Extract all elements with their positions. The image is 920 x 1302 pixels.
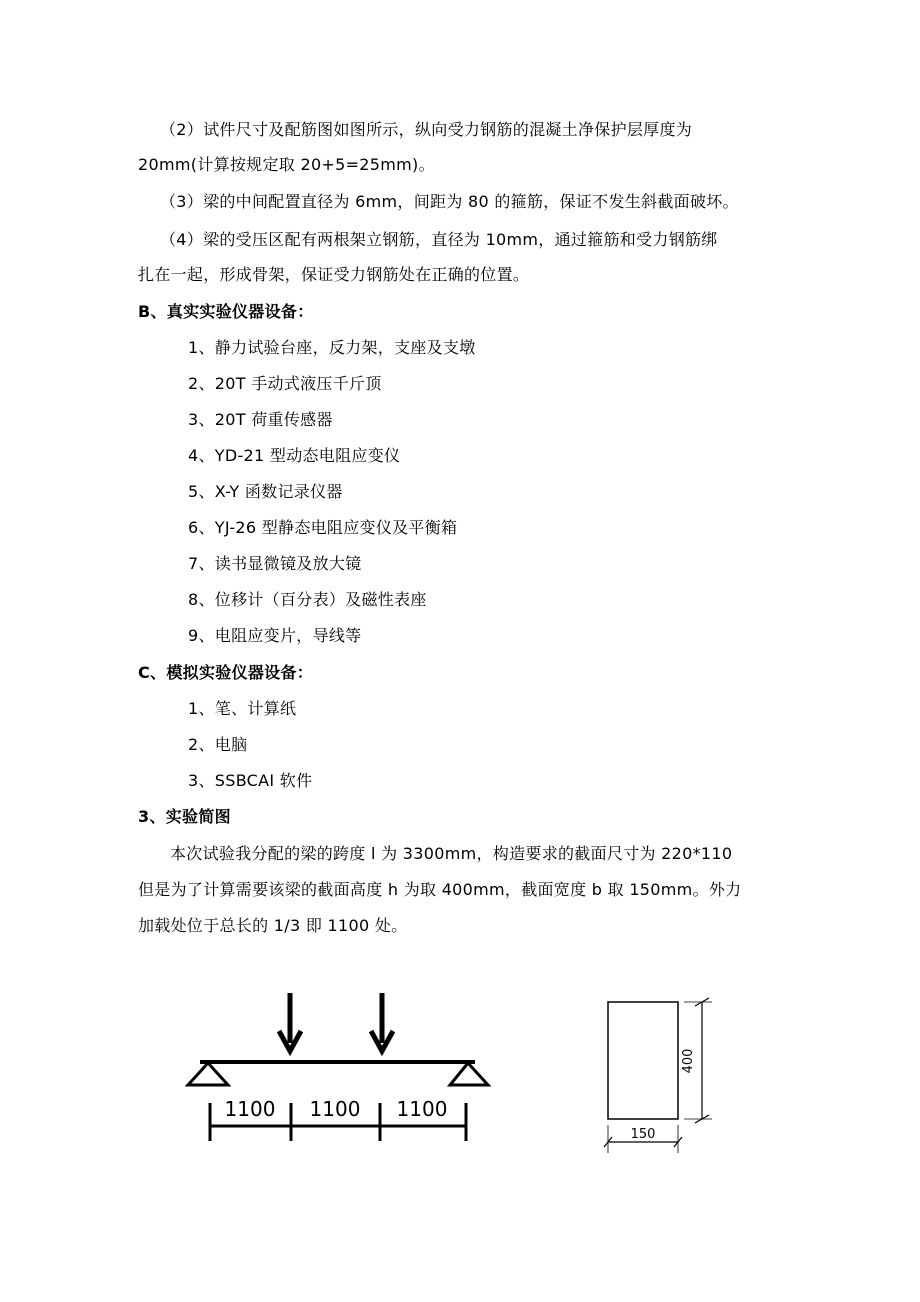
section-3-line-3: 加载处位于总长的 1/3 即 1100 处。: [138, 916, 408, 935]
section-b-heading: B、真实实验仪器设备：: [138, 302, 314, 321]
section-b-item: 5、X-Y 函数记录仪器: [188, 482, 343, 501]
left-support-icon: [188, 1063, 228, 1085]
section-b-item: 3、20T 荷重传感器: [188, 410, 333, 429]
section-c-item: 1、笔、计算纸: [188, 699, 297, 718]
para-3: （3）梁的中间配置直径为 6mm，间距为 80 的箍筋，保证不发生斜截面破坏。: [160, 192, 739, 211]
cross-section-diagram: [604, 998, 712, 1153]
section-c-item: 3、SSBCAI 软件: [188, 771, 313, 790]
dim-label-3: 1100: [396, 1097, 448, 1121]
width-label: 150: [630, 1127, 656, 1142]
beam-diagram: [188, 993, 488, 1141]
section-3-heading: 3、实验简图: [138, 807, 231, 826]
dim-label-1: 1100: [224, 1097, 276, 1121]
para-4-line-2: 扎在一起，形成骨架，保证受力钢筋处在正确的位置。: [138, 265, 530, 284]
section-c-item: 2、电脑: [188, 735, 248, 754]
section-b-item: 2、20T 手动式液压千斤顶: [188, 374, 382, 393]
section-b-item: 4、YD-21 型动态电阻应变仪: [188, 446, 401, 465]
section-b-item: 1、静力试验台座，反力架，支座及支墩: [188, 338, 476, 357]
load-arrow-left: [279, 993, 301, 1051]
para-2-line-1: （2）试件尺寸及配筋图如图所示，纵向受力钢筋的混凝土净保护层厚度为: [160, 120, 693, 139]
experiment-diagram: [0, 975, 920, 1175]
para-4-line-1: （4）梁的受压区配有两根架立钢筋，直径为 10mm，通过箍筋和受力钢筋绑: [160, 230, 718, 249]
load-arrow-right: [371, 993, 393, 1051]
section-b-item: 9、电阻应变片，导线等: [188, 626, 362, 645]
para-2-line-2: 20mm(计算按规定取 20+5=25mm)。: [138, 155, 435, 174]
cross-section-rect: [608, 1002, 678, 1119]
section-b-item: 8、位移计（百分表）及磁性表座: [188, 590, 427, 609]
right-support-icon: [450, 1063, 488, 1085]
height-label: 400: [681, 1048, 696, 1074]
section-3-line-2: 但是为了计算需要该梁的截面高度 h 为取 400mm，截面宽度 b 取 150mm。外力: [138, 880, 742, 899]
section-b-item: 6、YJ-26 型静态电阻应变仪及平衡箱: [188, 518, 458, 537]
dim-label-2: 1100: [309, 1097, 361, 1121]
section-b-item: 7、读书显微镜及放大镜: [188, 554, 362, 573]
section-c-heading: C、模拟实验仪器设备：: [138, 663, 314, 682]
section-3-line-1: 本次试验我分配的梁的跨度 l 为 3300mm，构造要求的截面尺寸为 220*110: [170, 844, 733, 863]
